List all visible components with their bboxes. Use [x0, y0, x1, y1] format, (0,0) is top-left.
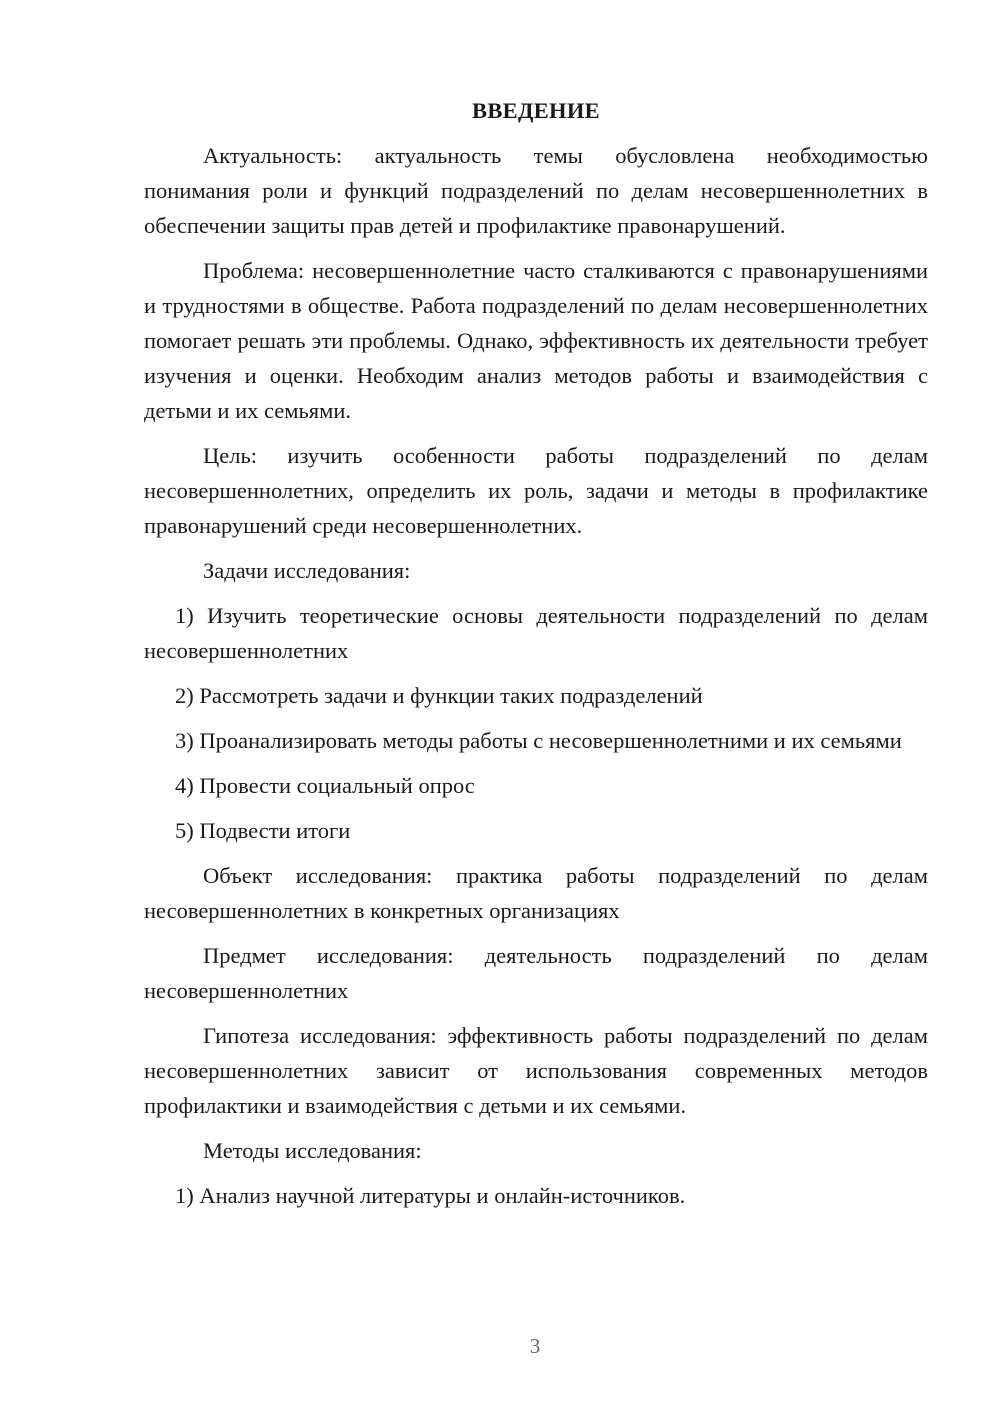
task-item-3: 3) Проанализировать методы работы с несовершеннолетними и их семьями: [175, 728, 902, 753]
page-content: [144, 93, 928, 1223]
paragraph-subject: Предмет исследования: деятельность подразделений по делам несовершеннолетних: [144, 943, 928, 1003]
paragraph-problem: Проблема: несовершеннолетние часто сталкиваются с правонарушениями и трудностями в обществе. Работа подразделений по делам несовершеннолетних помогает решать эти проблемы. Однако, эффективность их деятельности требует изучения и оценки. Необходим анализ методов работы и взаимодействия с детьми и их семьями.: [144, 258, 928, 423]
paragraph-hypothesis: Гипотеза исследования: эффективность работы подразделений по делам несовершеннолетних зависит от использования современных методов профилактики и взаимодействия с детьми и их семьями.: [144, 1023, 928, 1118]
task-item-2: 2) Рассмотреть задачи и функции таких подразделений: [175, 683, 703, 708]
page-title: ВВЕДЕНИЕ: [472, 98, 600, 123]
methods-heading: Методы исследования:: [203, 1138, 422, 1163]
method-item-1: 1) Анализ научной литературы и онлайн-источников.: [175, 1183, 686, 1208]
paragraph-object: Объект исследования: практика работы подразделений по делам несовершеннолетних в конкретных организациях: [144, 863, 928, 923]
tasks-heading: Задачи исследования:: [203, 558, 411, 583]
task-item-1: 1) Изучить теоретические основы деятельности подразделений по делам несовершеннолетних: [144, 603, 928, 663]
task-item-4: 4) Провести социальный опрос: [175, 773, 475, 798]
page-number: 3: [529, 1334, 541, 1358]
paragraph-relevance: Актуальность: актуальность темы обусловлена необходимостью понимания роли и функций подразделений по делам несовершеннолетних в обеспечении защиты прав детей и профилактике правонарушений.: [144, 143, 928, 238]
paragraph-goal: Цель: изучить особенности работы подразделений по делам несовершеннолетних, определить их роль, задачи и методы в профилактике правонарушений среди несовершеннолетних.: [144, 443, 928, 538]
task-item-5: 5) Подвести итоги: [175, 818, 351, 843]
